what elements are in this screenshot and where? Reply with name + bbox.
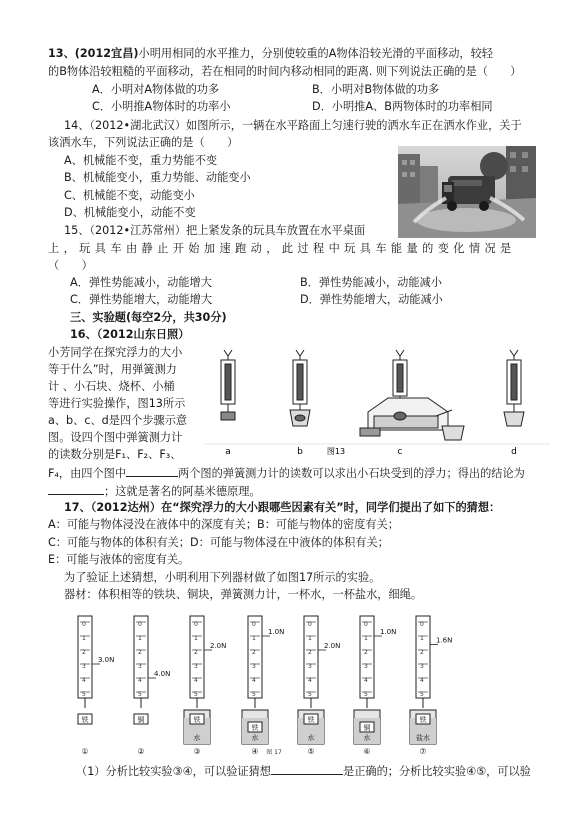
- q16-line7: 的读数分别是F₁、F₂、F₃、: [48, 448, 182, 461]
- scale-tick-label: 0: [194, 621, 198, 628]
- fig13-caption: 图13: [326, 447, 346, 456]
- block-label: 铁: [251, 724, 259, 732]
- scale-tick-label: 2: [308, 649, 312, 656]
- figure-number: ⑤: [307, 747, 315, 756]
- scale-tick-label: 3: [308, 663, 312, 670]
- scale-tick-label: 5: [194, 691, 198, 698]
- liquid-label: 水: [363, 734, 371, 742]
- q17-question-1: [76, 762, 531, 780]
- q15-stem-part2-text: 上，玩具车由静止开始加速跑动，此过程中玩具车能量的变化情况是: [48, 242, 516, 255]
- liquid-label: 水: [193, 734, 201, 742]
- fig13-label-d: d: [511, 447, 517, 457]
- q17-question-1-part2: 是正确的；分析比较实验④⑤，可以验: [343, 765, 531, 778]
- scale-tick-label: 2: [138, 649, 142, 656]
- q14-stem-part1: 14、（2012•湖北武汉）如图所示，一辆在水平路面上匀速行驶的洒水车正在洒水作业，关于: [64, 119, 522, 132]
- q13-option-a: A．小明对A物体做的功多: [92, 83, 220, 96]
- scale-tick-label: 3: [82, 663, 86, 670]
- scale-tick-label: 4: [138, 677, 142, 684]
- q14-option-b: B、机械能变小，重力势能、动能变小: [64, 171, 251, 184]
- liquid-label: 水: [307, 734, 315, 742]
- figure-number: ②: [137, 747, 145, 756]
- figure-number: ①: [81, 747, 89, 756]
- reading-label: 2.0N: [324, 642, 341, 650]
- fig13-label-c: c: [397, 447, 403, 457]
- spring-scale-body: [190, 616, 204, 698]
- figure-13: [204, 340, 550, 460]
- scale-tick-label: 3: [138, 663, 142, 670]
- scale-tick-label: 1: [252, 635, 256, 642]
- spring-scale-body: [134, 616, 148, 698]
- scale-tick-label: 4: [252, 677, 256, 684]
- q13-option-c: C．小明推A物体时的功率小: [92, 100, 231, 113]
- spring-scale-body: [78, 616, 92, 698]
- scale-tick-label: 2: [364, 649, 368, 656]
- scale-tick-label: 3: [364, 663, 368, 670]
- q17-blank-1[interactable]: [271, 762, 343, 775]
- q15-option-d: D．弹性势能增大，动能减小: [300, 293, 443, 306]
- fig13-label-b: b: [297, 447, 303, 457]
- q16-line6: 图。设四个图中弹簧测力计: [48, 431, 183, 444]
- scale-tick-label: 2: [194, 649, 198, 656]
- q16-line2: 等于什么”时，用弹簧测力: [48, 363, 177, 376]
- figure-number: ⑦: [419, 747, 427, 756]
- scale-tick-label: 5: [308, 691, 312, 698]
- q17-equipment: 器材：体积相等的铁块、铜块，弹簧测力计，一杯水，一杯盐水，细绳。: [64, 588, 423, 601]
- scale-tick-label: 5: [82, 691, 86, 698]
- figure-number: ④: [251, 747, 259, 756]
- scale-tick-label: 2: [420, 649, 424, 656]
- scale-tick-label: 0: [138, 621, 142, 628]
- scale-tick-label: 3: [420, 663, 424, 670]
- q17-hypothesis-c-d: C：可能与物体的体积有关；D：可能与物体浸在中液体的体积有关；: [48, 536, 389, 549]
- q16-line8-part2: 两个图的弹簧测力计的读数可以求出小石块受到的浮力；得出的结论为: [178, 467, 525, 480]
- figure-17: [64, 608, 484, 756]
- q13-line1: [48, 46, 493, 62]
- scale-tick-label: 3: [252, 663, 256, 670]
- scale-tick-label: 3: [194, 663, 198, 670]
- scale-tick-label: 4: [364, 677, 368, 684]
- q17-question-1-part1: （1）分析比较实验③④，可以验证猜想: [76, 765, 271, 778]
- fig13-label-a: a: [225, 447, 231, 457]
- fig13-step-d: [504, 350, 524, 426]
- q16-line4: 等进行实验操作，图13所示: [48, 397, 186, 410]
- q14-stem-part2: 该洒水车，下列说法正确的是（ ）: [48, 136, 239, 149]
- scale-tick-label: 0: [364, 621, 368, 628]
- q14-option-a: A、机械能不变，重力势能不变: [64, 154, 218, 167]
- q13-stem-part1: 小明用相同的水平推力，分别使较重的A物体沿较光滑的平面移动，较轻: [138, 47, 493, 60]
- q14-option-d: D、机械能变小，动能不变: [64, 206, 196, 219]
- q17-hypothesis-e: E：可能与液体的密度有关。: [48, 553, 190, 566]
- q16-blank-1[interactable]: [126, 464, 178, 477]
- spring-scale-body: [416, 616, 430, 698]
- q15-stem-part1: 15、（2012•江苏常州）把上紧发条的玩具车放置在水平桌面: [64, 224, 366, 237]
- sprinkler-truck-photo: [398, 146, 536, 238]
- block-label: 铁: [193, 716, 201, 724]
- q17-stem-line1-text: 17、（2012达州）在“探究浮力的大小跟哪些因素有关”时，同学们提出了如下的猜想：: [64, 501, 501, 514]
- q13-number: 13、(2012宜昌): [48, 47, 139, 60]
- reading-label: 1.6N: [436, 636, 453, 645]
- section-heading-experiments: 三、实验题(每空2分，共30分): [70, 311, 227, 324]
- scale-tick-label: 1: [420, 635, 424, 642]
- q14-option-c: C、机械能不变，动能变小: [64, 189, 195, 202]
- scale-tick-label: 4: [194, 677, 198, 684]
- fig13-step-a: [221, 350, 235, 420]
- q16-line1: 小芳同学在探究浮力的大小: [48, 346, 183, 359]
- q16-line3: 计 、小石块、烧杯、小桶: [48, 380, 175, 393]
- reading-label: 4.0N: [154, 670, 171, 678]
- spring-scale-body: [248, 616, 262, 698]
- q16-line9-text: ；这就是著名的阿基米德原理。: [104, 485, 261, 498]
- q16-line8-part1: F₄，由四个图中: [48, 467, 127, 480]
- block-label: 铁: [307, 716, 315, 724]
- q17-experiment-intro: 为了验证上述猜想，小明利用下列器材做了如图17所示的实验。: [64, 571, 381, 584]
- reading-label: 2.0N: [210, 642, 227, 650]
- scale-tick-label: 4: [308, 677, 312, 684]
- liquid-label: 盐水: [416, 734, 430, 742]
- scale-tick-label: 0: [308, 621, 312, 628]
- q15-stem-part3: （ ）: [48, 259, 93, 272]
- q13-option-d: D．小明推A、B两物体时的功率相同: [312, 100, 493, 113]
- q16-blank-2[interactable]: [48, 482, 104, 495]
- scale-tick-label: 1: [308, 635, 312, 642]
- scale-tick-label: 5: [138, 691, 142, 698]
- scale-tick-label: 4: [82, 677, 86, 684]
- reading-label: 3.0N: [98, 656, 115, 664]
- scale-tick-label: 2: [82, 649, 86, 656]
- scale-tick-label: 5: [252, 691, 256, 698]
- q15-option-c: C．弹性势能增大，动能增大: [70, 293, 213, 306]
- fig13-step-b: [290, 350, 310, 426]
- q13-option-b: B．小明对B物体做的功多: [312, 83, 440, 96]
- spring-scale-body: [360, 616, 374, 698]
- scale-tick-label: 4: [420, 677, 424, 684]
- fig13-step-c: [360, 350, 464, 440]
- q15-stem-part2: [48, 241, 536, 257]
- figure-number: ⑥: [363, 747, 371, 756]
- q15-option-b: B．弹性势能减小，动能减小: [300, 276, 442, 289]
- q17-stem-line1: [64, 500, 500, 516]
- q15-option-a: A．弹性势能减小，动能增大: [70, 276, 212, 289]
- scale-tick-label: 1: [82, 635, 86, 642]
- q17-hypothesis-a-b: A：可能与物体浸没在液体中的深度有关；B：可能与物体的密度有关；: [48, 518, 399, 531]
- scale-tick-label: 0: [252, 621, 256, 628]
- fig17-caption: 图 17: [266, 749, 282, 756]
- q13-stem-part2: 的B物体沿较粗糙的平面移动，若在相同的时间内移动相同的距离. 则下列说法正确的是（ ）: [48, 65, 522, 78]
- scale-tick-label: 1: [138, 635, 142, 642]
- spring-scale-body: [304, 616, 318, 698]
- reading-label: 1.0N: [380, 628, 397, 636]
- scale-tick-label: 1: [364, 635, 368, 642]
- q16-title: 16、（2012山东日照）: [70, 328, 190, 341]
- scale-tick-label: 2: [252, 649, 256, 656]
- q16-line5: a、b、c、d是四个步骤示意: [48, 414, 188, 427]
- liquid-label: 水: [251, 734, 259, 742]
- q16-line8: [48, 464, 525, 482]
- scale-tick-label: 5: [420, 691, 424, 698]
- scale-tick-label: 1: [194, 635, 198, 642]
- reading-label: 1.0N: [268, 628, 285, 636]
- block-label: 铁: [81, 716, 89, 724]
- scale-tick-label: 5: [364, 691, 368, 698]
- scale-tick-label: 0: [82, 621, 86, 628]
- figure-number: ③: [193, 747, 201, 756]
- block-label: 铁: [419, 716, 427, 724]
- q16-line9: [48, 482, 261, 500]
- block-label: 铜: [137, 716, 145, 724]
- scale-tick-label: 0: [420, 621, 424, 628]
- block-label: 铜: [363, 724, 371, 732]
